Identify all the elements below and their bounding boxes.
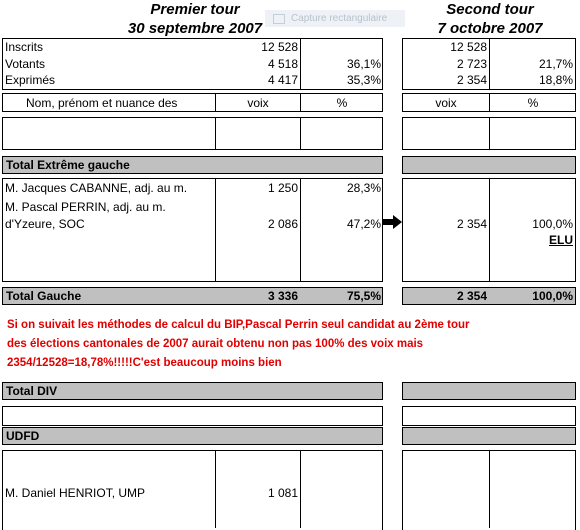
note-line-3: 2354/12528=18,78%!!!!!C'est beaucoup moins bien	[7, 357, 282, 369]
candidate-cabanne-voix: 1 250	[267, 181, 298, 195]
stat-t2-exprimes-pct: 18,8%	[538, 73, 573, 87]
col-name-header: Nom, prénom et nuance des	[26, 96, 178, 110]
label-total-div: Total DIV	[6, 384, 58, 398]
stat-label-inscrits: Inscrits	[5, 40, 44, 54]
div-empty-row	[2, 406, 383, 426]
stat-t1-inscrits: 12 528	[261, 40, 298, 54]
capture-rectangle-icon	[273, 14, 285, 24]
arrow-right-icon	[383, 215, 402, 229]
stat-t2-votants: 2 723	[456, 57, 487, 71]
candidate-cabanne-pct: 28,3%	[346, 181, 381, 195]
tour2-title: Second tour	[446, 1, 534, 18]
col-voix-header: voix	[247, 96, 269, 110]
div-empty-row-t2	[402, 406, 576, 426]
capture-label: Capture rectangulaire	[291, 13, 388, 24]
band-total-div-t2	[402, 382, 576, 400]
stat-t1-votants: 4 518	[267, 57, 298, 71]
candidate-perrin-status: ELU	[549, 233, 573, 247]
note-line-1: Si on suivait les méthodes de calcul du BIP,Pascal Perrin seul candidat au 2ème tour	[7, 319, 470, 331]
stat-t1-exprimes: 4 417	[267, 73, 298, 87]
tour2-date: 7 octobre 2007	[437, 20, 543, 37]
band-udfd	[2, 427, 383, 445]
red-annotation-note	[1, 314, 580, 378]
col-voix2-header: voix	[435, 96, 457, 110]
band-udfd-t2	[402, 427, 576, 445]
tour1-title: Premier tour	[150, 1, 240, 18]
candidate-cabanne-name: M. Jacques CABANNE, adj. au m.	[5, 181, 188, 195]
note-line-2: des élections cantonales de 2007 aurait obtenu non pas 100% des voix mais	[7, 338, 424, 350]
total-gauche-t2-pct: 100,0%	[532, 289, 573, 303]
candidate-perrin-pct-t2: 100,0%	[532, 217, 573, 231]
candidate-perrin-name-line1: M. Pascal PERRIN, adj. au m.	[5, 200, 166, 214]
total-gauche-t1-voix: 3 336	[267, 289, 298, 303]
col-pct2-header: %	[527, 96, 539, 110]
stat-label-votants: Votants	[5, 57, 46, 71]
candidate-perrin-voix: 2 086	[267, 217, 298, 231]
stat-t2-inscrits: 12 528	[450, 40, 487, 54]
label-total-gauche: Total Gauche	[6, 289, 82, 303]
stat-t1-exprimes-pct: 35,3%	[346, 73, 381, 87]
band-extreme-gauche-t2	[402, 156, 576, 174]
col-pct-header: %	[336, 96, 348, 110]
total-gauche-t2-voix: 2 354	[456, 289, 487, 303]
candidate-henriot-name: M. Daniel HENRIOT, UMP	[5, 486, 146, 500]
stat-label-exprimes: Exprimés	[5, 73, 56, 87]
label-udfd: UDFD	[6, 429, 40, 443]
capture-tooltip	[265, 10, 405, 27]
stat-t1-votants-pct: 36,1%	[346, 57, 381, 71]
total-gauche-t1-pct: 75,5%	[346, 289, 381, 303]
candidate-perrin-voix-t2: 2 354	[456, 217, 487, 231]
candidate-perrin-pct: 47,2%	[346, 217, 381, 231]
label-total-extreme-gauche: Total Extrême gauche	[6, 158, 130, 172]
stat-t2-exprimes: 2 354	[456, 73, 487, 87]
candidate-perrin-name-line2: d'Yzeure, SOC	[5, 217, 85, 231]
empty-row-tour1	[2, 117, 383, 150]
band-total-div	[2, 382, 383, 400]
stat-t2-votants-pct: 21,7%	[538, 57, 573, 71]
candidate-henriot-voix: 1 081	[267, 486, 298, 500]
tour1-date: 30 septembre 2007	[127, 20, 263, 37]
